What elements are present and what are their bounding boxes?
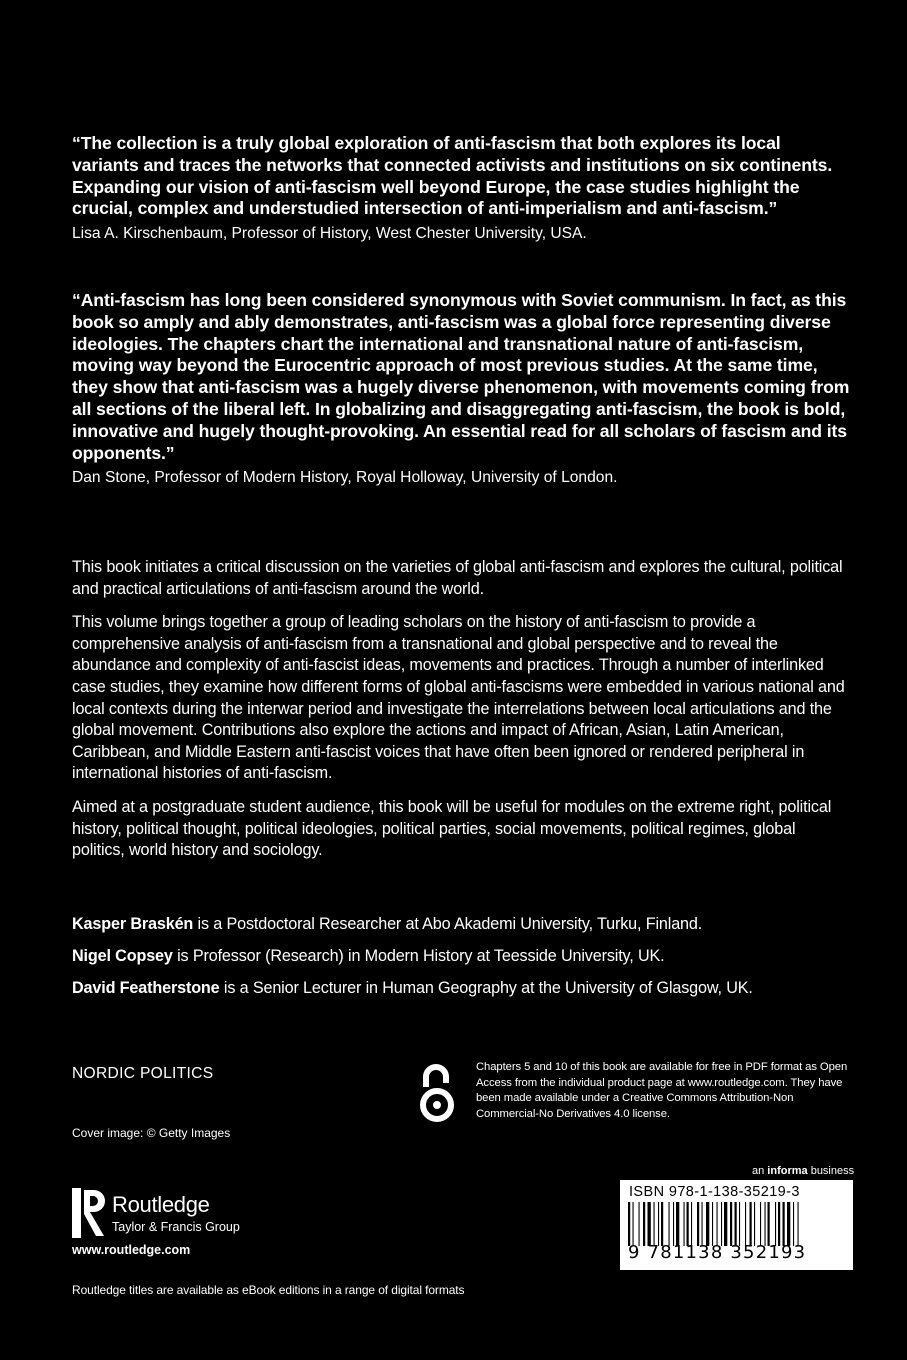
informa-prefix: an	[752, 1165, 768, 1177]
isbn-digits: 9 781138 352193	[628, 1242, 807, 1263]
author-bio	[72, 978, 852, 999]
description-paragraph-2: This volume brings together a group of leading scholars on the history of anti-fascism to provide a comprehensive analysis of anti-fascism from a transnational and global perspective and to reveal the abundance and complexity of anti-fascist ideas, movements and practices. Through a number of interlinked case studies, they examine how different forms of global anti-fascisms were embedded in various national and local contexts during the interwar period and investigate the interrelations between local articulations and the global movement. Contributions also explore the actions and impact of African, Asian, Latin American, Caribbean, and Middle Eastern anti-fascist voices that have often been ignored or rendered peripheral in international histories of anti-fascism.	[72, 613, 845, 783]
quote-1-text: “The collection is a truly global exploration of anti-fascism that both explores its local variants and traces the networks that connected activists and institutions on six continents. Expanding our vision of anti-fascism well beyond Europe, the case studies highlight the crucial, complex and understudied intersection of anti-imperialism and anti-fascism.”	[72, 133, 833, 219]
publisher-website: www.routledge.com	[72, 1243, 191, 1257]
publisher-logo	[72, 1188, 240, 1243]
routledge-r-logo	[72, 1188, 106, 1238]
author-name: Nigel Copsey	[72, 947, 173, 965]
open-access-icon	[414, 1063, 460, 1125]
description-paragraph-1: This book initiates a critical discussion on the varieties of global anti-fascism and explores the cultural, political and practical articulations of anti-fascism around the world.	[72, 558, 843, 598]
quote-2	[72, 290, 852, 488]
ebook-footer-note: Routledge titles are available as eBook editions in a range of digital formats	[72, 1283, 465, 1297]
informa-word: informa	[767, 1165, 808, 1177]
series-name: NORDIC POLITICS	[72, 1065, 214, 1082]
author-description: is a Senior Lecturer in Human Geography at the University of Glasgow, UK.	[219, 979, 753, 997]
open-access-notice: Chapters 5 and 10 of this book are available for free in PDF format as Open Access from the individual product page at www.routledge.com. They have been made available under a Creative Commons Attribution-Non Commercial-No Derivatives 4.0 license.	[476, 1061, 848, 1120]
barcode	[626, 1202, 847, 1246]
book-description	[72, 557, 852, 874]
author-name: David Featherstone	[72, 979, 220, 997]
quote-1-attribution: Lisa A. Kirschenbaum, Professor of History, West Chester University, USA.	[72, 225, 587, 243]
informa-suffix: business	[807, 1165, 855, 1177]
isbn-label: ISBN 978-1-138-35219-3	[629, 1184, 800, 1200]
description-paragraph-3: Aimed at a postgraduate student audience, this book will be useful for modules on the extreme right, political history, political thought, political ideologies, political parties, social movements, political regimes, global politics, world history and sociology.	[72, 797, 832, 860]
quote-1	[72, 133, 852, 244]
author-description: is Professor (Research) in Modern History at Teesside University, UK.	[172, 947, 665, 965]
author-description: is a Postdoctoral Researcher at Abo Akademi University, Turku, Finland.	[193, 915, 703, 933]
quote-2-attribution: Dan Stone, Professor of Modern History, Royal Holloway, University of London.	[72, 469, 618, 487]
quote-2-text: “Anti-fascism has long been considered synonymous with Soviet communism. In fact, as this book so amply and ably demonstrates, anti-fascism was a global force representing diverse ideologies. The chapters chart the international and transnational nature of anti-fascism, moving way beyond the Eurocentric approach of most previous studies. At the same time, they show that anti-fascism was a hugely diverse phenomenon, with movements coming from all sections of the liberal left. In globalizing and disaggregating anti-fascism, the book is bold, innovative and hugely thought-provoking. An essential read for all scholars of fascism and its opponents.”	[72, 290, 850, 463]
author-bio	[72, 946, 852, 967]
author-name: Kasper Braskén	[72, 915, 194, 933]
informa-tagline	[752, 1165, 854, 1177]
author-bio	[72, 914, 852, 935]
isbn-barcode-box	[620, 1180, 853, 1270]
publisher-group: Taylor & Francis Group	[112, 1220, 240, 1234]
cover-credit: Cover image: © Getty Images	[72, 1126, 231, 1140]
publisher-name: Routledge	[112, 1192, 210, 1217]
author-bios	[72, 914, 852, 1010]
